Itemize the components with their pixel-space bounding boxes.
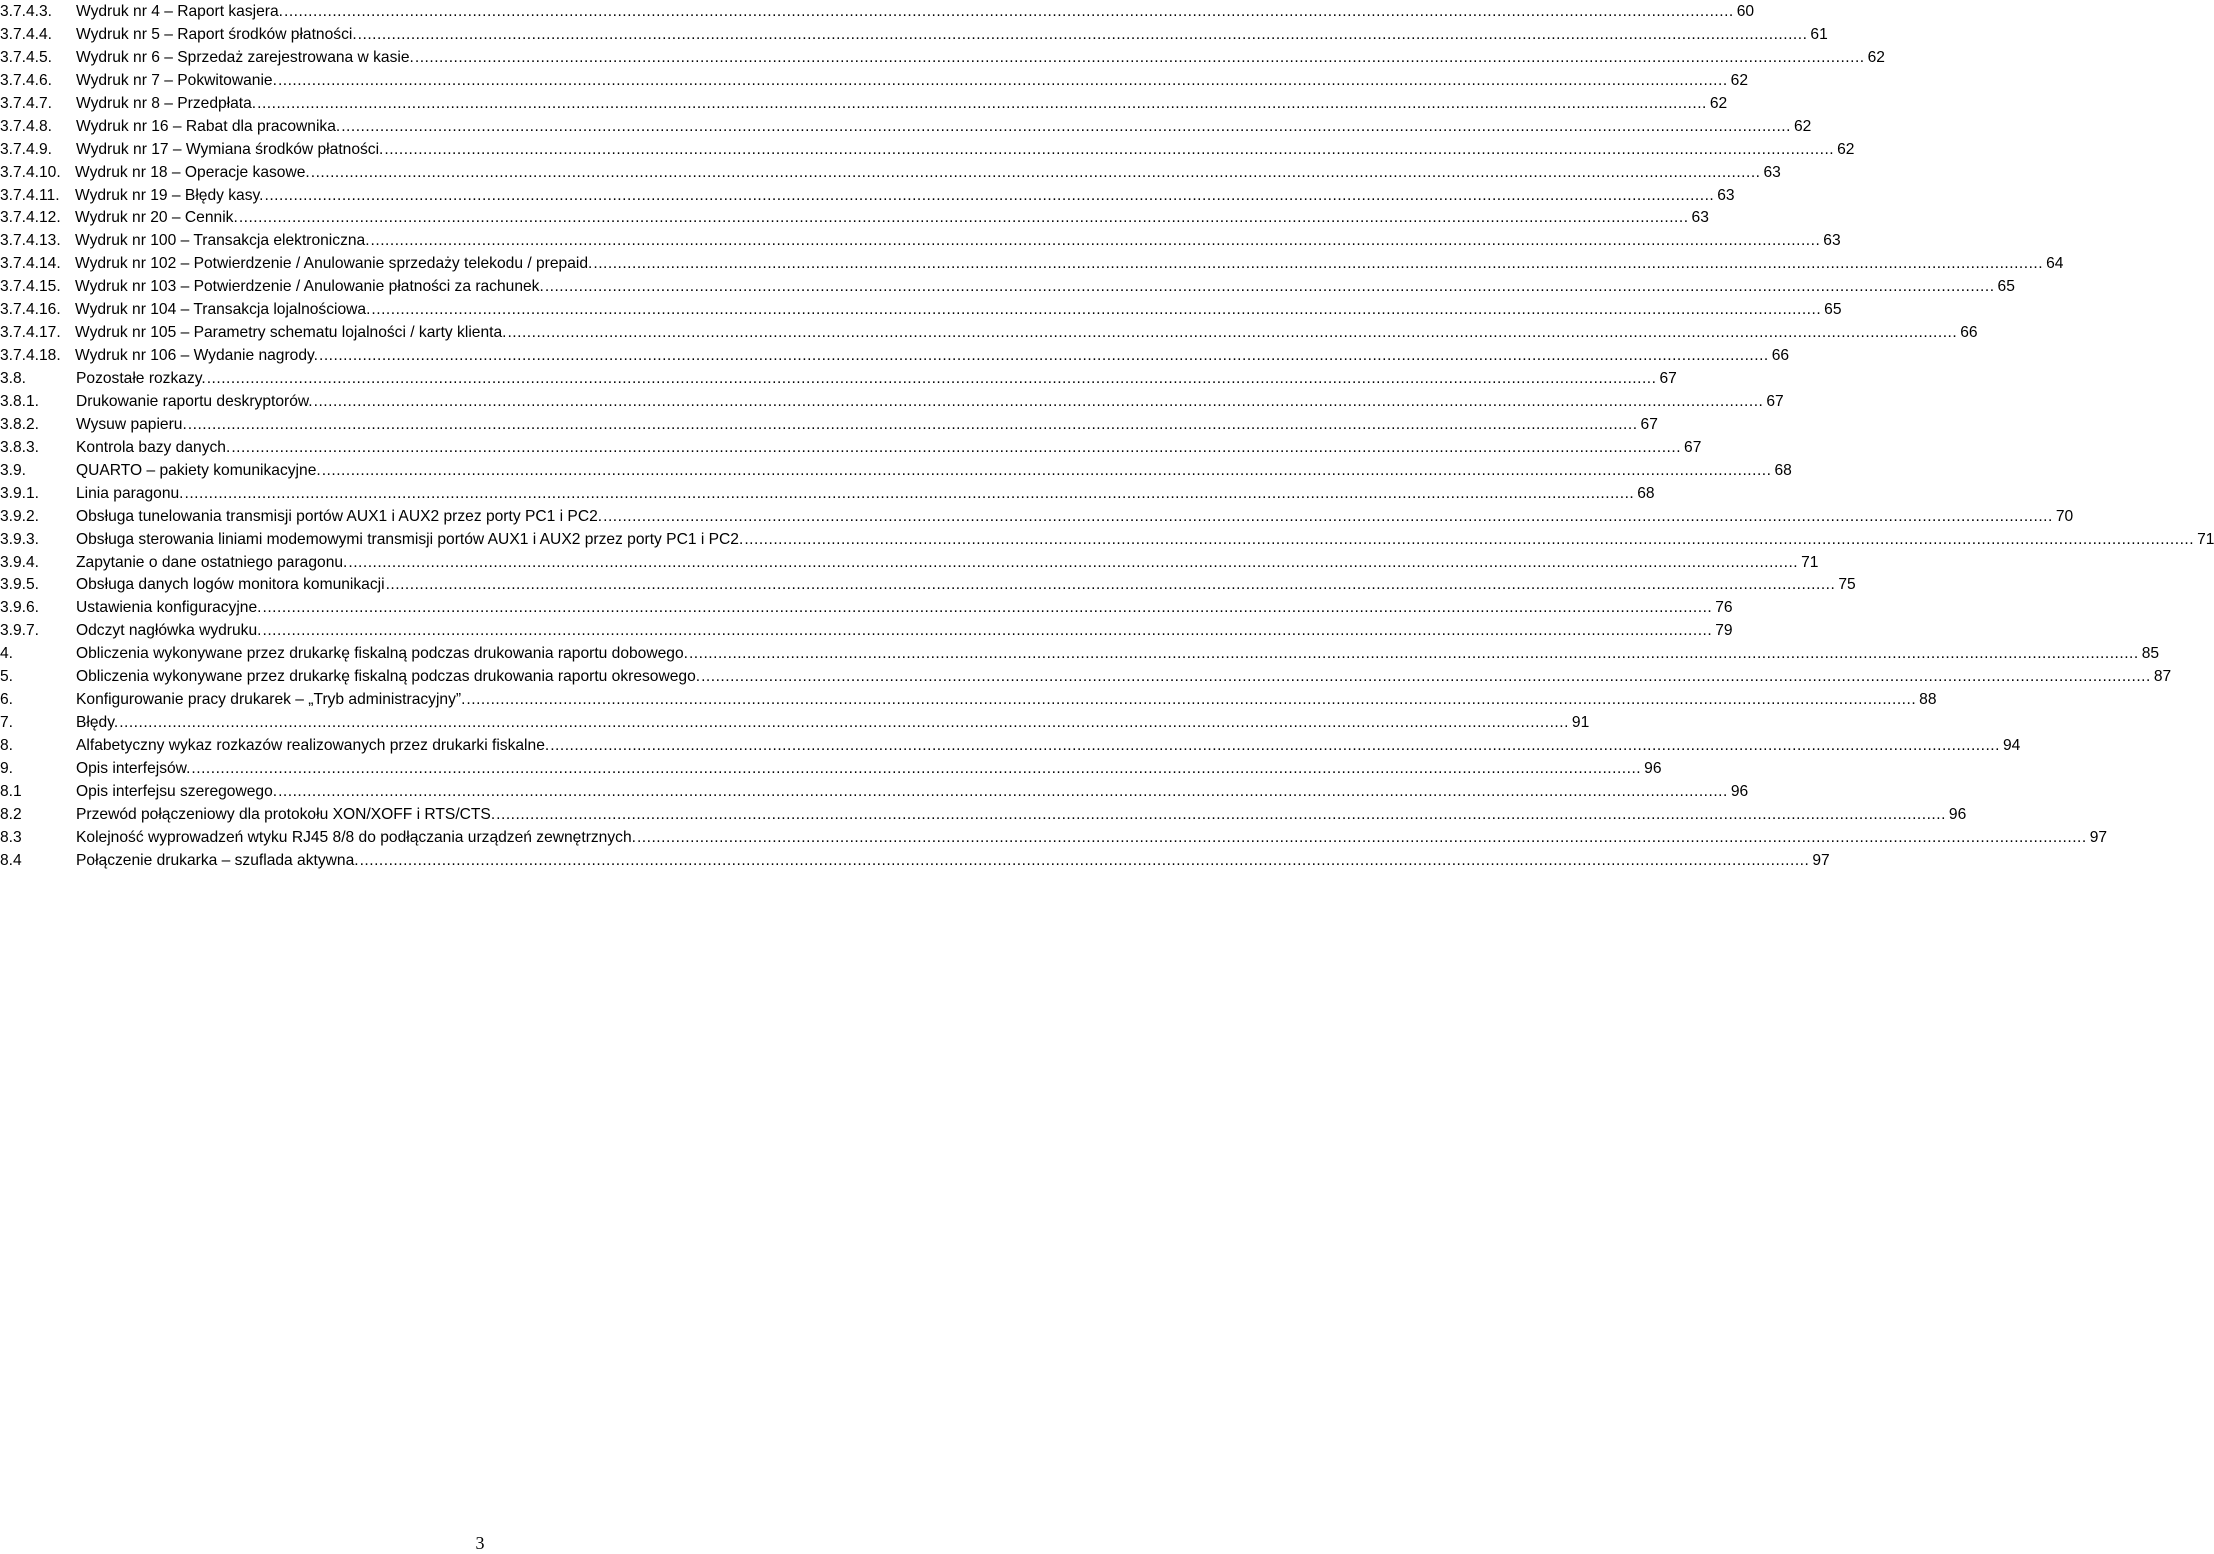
toc-entry-title-line xyxy=(76,804,1967,827)
toc-entry-title: Zapytanie o dane ostatniego paragonu. xyxy=(76,553,348,571)
toc-entry-number: 3.7.4.15. xyxy=(0,278,61,296)
toc-entry-number: 8.3 xyxy=(0,828,22,846)
toc-entry-number: 3.9.2. xyxy=(0,507,40,525)
toc-dot-leader: ............................................................................................................................................................................................................................................................................................................ xyxy=(550,737,2000,754)
toc-entry[interactable] xyxy=(0,276,2015,299)
toc-entry[interactable] xyxy=(0,804,1967,827)
toc-dot-leader: ............................................................................................................................................................................................................................................................................................................ xyxy=(321,461,1772,479)
toc-entry-title-line xyxy=(76,116,1812,139)
toc-entry-number: 6. xyxy=(0,691,14,709)
toc-entry-title: Konfigurowanie pracy drukarek – „Tryb administracyjny”. xyxy=(76,691,466,709)
toc-entry-title-line xyxy=(76,368,1677,391)
toc-dot-leader: ............................................................................................................................................................................................................................................................................................................ xyxy=(636,828,2087,846)
toc-dot-leader: ............................................................................................................................................................................................................................................................................................................ xyxy=(341,117,1791,135)
toc-entry-title: Alfabetyczny wykaz rozkazów realizowanych przez drukarki fiskalne. xyxy=(76,737,550,754)
toc-entry-title: Linia paragonu. xyxy=(76,484,184,502)
toc-entry-page: 88 xyxy=(1919,691,1937,709)
toc-entry-page: 63 xyxy=(1763,163,1781,181)
toc-dot-leader: ............................................................................................................................................................................................................................................................................................................ xyxy=(184,484,1635,502)
toc-entry-page: 94 xyxy=(2002,737,2021,754)
toc-entry-page: 60 xyxy=(1736,3,1755,20)
toc-entry-title-line xyxy=(76,529,2214,552)
toc-entry-number: 3.9.7. xyxy=(0,622,40,640)
toc-dot-leader: ............................................................................................................................................................................................................................................................................................................ xyxy=(187,415,1638,433)
toc-entry-title-line xyxy=(75,162,1781,185)
toc-entry-number: 3.7.4.5. xyxy=(0,48,53,66)
toc-entry-title-line xyxy=(75,299,1842,322)
toc-entry-title: Wydruk nr 7 – Pokwitowanie. xyxy=(76,71,277,89)
toc-entry[interactable] xyxy=(0,483,1655,506)
toc-entry-page: 75 xyxy=(1838,576,1856,594)
toc-entry-title-line xyxy=(75,185,1735,208)
toc-entry-page: 65 xyxy=(1997,278,2015,296)
toc-entry-page: 70 xyxy=(2055,507,2074,525)
toc-entry-title-line xyxy=(76,24,1828,47)
toc-entry-title: Ustawienia konfiguracyjne. xyxy=(76,599,262,617)
toc-entry-number: 4. xyxy=(0,645,14,663)
toc-entry-title: Wydruk nr 19 – Błędy kasy. xyxy=(75,186,264,204)
toc-entry-number: 7. xyxy=(0,714,14,732)
toc-entry-title: Opis interfejsu szeregowego. xyxy=(76,782,278,800)
toc-entry[interactable] xyxy=(0,827,2108,850)
toc-dot-leader: ............................................................................................................................................................................................................................................................................................................ xyxy=(593,255,2044,273)
toc-entry-title: Obsługa danych logów monitora komunikacji xyxy=(76,576,385,594)
toc-entry-number: 8.1 xyxy=(0,782,22,800)
toc-entry[interactable] xyxy=(0,414,1658,437)
toc-entry-number: 3.9.3. xyxy=(0,530,40,548)
toc-entry[interactable] xyxy=(0,460,1792,483)
toc-dot-leader: ............................................................................................................................................................................................................................................................................................................ xyxy=(310,163,1761,181)
toc-entry-number: 3.7.4.10. xyxy=(0,163,61,181)
toc-entry-number: 3.9.4. xyxy=(0,553,40,571)
toc-entry-page: 63 xyxy=(1717,186,1735,204)
toc-entry-number: 3.8.2. xyxy=(0,415,40,433)
toc-entry-title: Kontrola bazy danych. xyxy=(76,438,231,456)
toc-entry-page: 96 xyxy=(1948,805,1967,823)
toc-entry-page: 79 xyxy=(1715,622,1733,640)
toc-entry-title-line xyxy=(76,689,1937,712)
toc-entry-number: 8.4 xyxy=(0,851,22,869)
toc-entry-page: 62 xyxy=(1730,71,1749,89)
toc-entry-title: Wydruk nr 8 – Przedpłata. xyxy=(76,94,257,112)
toc-entry[interactable] xyxy=(0,345,1790,368)
toc-entry[interactable] xyxy=(0,253,2064,276)
toc-entry-title-line xyxy=(76,460,1792,483)
toc-entry-title: Obliczenia wykonywane przez drukarkę fiskalną podczas drukowania raportu okresowego. xyxy=(76,668,701,686)
toc-entry-title-line xyxy=(76,437,1702,460)
toc-dot-leader: ............................................................................................................................................................................................................................................................................................................ xyxy=(744,530,2195,548)
toc-entry[interactable] xyxy=(0,116,1812,139)
toc-entry-title-line xyxy=(76,552,1819,575)
toc-entry[interactable] xyxy=(0,47,1885,70)
toc-entry[interactable] xyxy=(0,574,1856,597)
toc-entry-title-line xyxy=(75,345,1790,368)
toc-dot-leader: ............................................................................................................................................................................................................................................................................................................ xyxy=(603,507,2053,525)
toc-dot-leader: ............................................................................................................................................................................................................................................................................................................ xyxy=(384,140,1835,158)
toc-entry[interactable] xyxy=(0,24,1828,47)
toc-entry-title-line xyxy=(76,1,1755,24)
toc-entry[interactable] xyxy=(0,552,1819,575)
toc-entry-page: 76 xyxy=(1715,599,1733,617)
toc-entry[interactable] xyxy=(0,597,1733,620)
toc-entry-page: 68 xyxy=(1774,461,1792,479)
toc-entry[interactable] xyxy=(0,620,1733,643)
toc-entry[interactable] xyxy=(0,735,2021,758)
toc-entry-page: 91 xyxy=(1571,714,1590,732)
toc-entry-number: 3.7.4.8. xyxy=(0,117,53,135)
toc-entry-number: 3.8. xyxy=(0,370,27,387)
toc-dot-leader: ............................................................................................................................................................................................................................................................................................................ xyxy=(262,599,1713,617)
toc-entry-title: Połączenie drukarka – szuflada aktywna. xyxy=(76,851,359,869)
toc-entry-page: 97 xyxy=(1812,851,1830,869)
toc-entry-title: Wydruk nr 100 – Transakcja elektroniczna. xyxy=(75,232,370,250)
toc-entry-page: 96 xyxy=(1730,782,1749,800)
toc-entry-page: 68 xyxy=(1637,484,1655,502)
toc-entry-title-line xyxy=(76,620,1733,643)
toc-entry-page: 64 xyxy=(2046,255,2064,273)
toc-dot-leader: ............................................................................................................................................................................................................................................................................................................ xyxy=(357,25,1808,43)
toc-entry[interactable] xyxy=(0,299,1842,322)
toc-entry-title-line xyxy=(76,712,1590,735)
toc-entry-title-line xyxy=(76,574,1856,597)
toc-entry-number: 3.7.4.4. xyxy=(0,25,53,43)
toc-entry-title-line xyxy=(76,827,2108,850)
toc-entry-title-line xyxy=(75,253,2064,276)
toc-entry-number: 3.7.4.11. xyxy=(0,186,60,204)
toc-dot-leader: ............................................................................................................................................................................................................................................................................................................ xyxy=(262,622,1713,640)
toc-entry-page: 67 xyxy=(1766,392,1784,410)
toc-entry-number: 3.7.4.13. xyxy=(0,232,61,250)
toc-dot-leader: ............................................................................................................................................................................................................................................................................................................ xyxy=(319,347,1769,365)
toc-entry[interactable] xyxy=(0,322,1978,345)
toc-entry-number: 3.7.4.17. xyxy=(0,324,61,342)
toc-entry-title-line xyxy=(76,414,1658,437)
toc-entry[interactable] xyxy=(0,391,1784,414)
toc-entry-page: 97 xyxy=(2089,828,2108,846)
toc-entry-page: 62 xyxy=(1793,117,1812,135)
toc-dot-leader: ............................................................................................................................................................................................................................................................................................................ xyxy=(507,324,1958,342)
toc-entry-title-line xyxy=(76,93,1728,116)
toc-entry-number: 3.8.3. xyxy=(0,438,40,456)
page-number: 3 xyxy=(475,1533,485,1553)
toc-entry-title: Przewód połączeniowy dla protokołu XON/XOFF i RTS/CTS. xyxy=(76,805,496,823)
toc-entry-title-line xyxy=(76,597,1733,620)
toc-entry-number: 8. xyxy=(0,737,14,754)
toc-entry-title-line xyxy=(76,47,1885,70)
toc-entry-page: 63 xyxy=(1823,232,1841,250)
toc-entry-title: Wydruk nr 5 – Raport środków płatności. xyxy=(76,25,357,43)
toc-entry-title: Wysuw papieru. xyxy=(76,415,187,433)
toc-entry[interactable] xyxy=(0,529,2214,552)
toc-entry-title: Wydruk nr 104 – Transakcja lojalnościowa. xyxy=(75,301,371,319)
toc-dot-leader: ............................................................................................................................................................................................................................................................................................................ xyxy=(414,48,1865,66)
toc-entry-number: 3.7.4.9. xyxy=(0,140,53,158)
toc-entry-page: 71 xyxy=(2197,530,2214,548)
toc-dot-leader: ............................................................................................................................................................................................................................................................................................................ xyxy=(348,553,1799,571)
toc-entry[interactable] xyxy=(0,207,1709,230)
toc-entry-title-line xyxy=(76,850,1830,873)
toc-entry-title-line xyxy=(76,781,1749,804)
toc-entry-title-line xyxy=(76,643,2160,666)
toc-entry-number: 8.2 xyxy=(0,805,22,823)
toc-dot-leader: ............................................................................................................................................................................................................................................................................................................ xyxy=(277,71,1728,89)
toc-entry[interactable] xyxy=(0,185,1735,208)
toc-entry-title-line xyxy=(76,70,1749,93)
toc-dot-leader: ............................................................................................................................................................................................................................................................................................................ xyxy=(238,209,1689,227)
toc-entry-page: 66 xyxy=(1771,347,1790,365)
toc-dot-leader: ............................................................................................................................................................................................................................................................................................................ xyxy=(284,3,1734,20)
toc-entry-number: 3.8.1. xyxy=(0,392,40,410)
toc-entry-number: 3.7.4.12. xyxy=(0,209,61,227)
toc-entry-title: Wydruk nr 20 – Cennik. xyxy=(75,209,238,227)
toc-entry-title: Wydruk nr 4 – Raport kasjera. xyxy=(76,3,283,20)
toc-entry-number: 3.9.1. xyxy=(0,484,40,502)
toc-dot-leader: ............................................................................................................................................................................................................................................................................................................ xyxy=(264,186,1715,204)
toc-entry-page: 85 xyxy=(2141,645,2160,663)
toc-entry-title: Obsługa tunelowania transmisji portów AUX1 i AUX2 przez porty PC1 i PC2. xyxy=(76,507,603,525)
toc-entry[interactable] xyxy=(0,506,2074,529)
toc-entry-number: 3.7.4.7. xyxy=(0,94,53,112)
toc-entry-page: 67 xyxy=(1659,370,1677,387)
toc-entry-page: 96 xyxy=(1644,759,1662,777)
toc-entry-title: Obsługa sterowania liniami modemowymi transmisji portów AUX1 i AUX2 przez porty PC1 i PC2. xyxy=(76,530,744,548)
toc-entry[interactable] xyxy=(0,93,1728,116)
toc-entry[interactable] xyxy=(0,437,1702,460)
toc-entry-page: 67 xyxy=(1684,438,1702,456)
toc-entry-title: QUARTO – pakiety komunikacyjne. xyxy=(76,461,321,479)
toc-entry-number: 3.9.6. xyxy=(0,599,40,617)
toc-entry-title: Błędy. xyxy=(76,714,119,732)
toc-entry[interactable] xyxy=(0,368,1677,391)
toc-entry-title: Wydruk nr 102 – Potwierdzenie / Anulowanie sprzedaży telekodu / prepaid. xyxy=(75,255,593,273)
toc-entry[interactable] xyxy=(0,162,1781,185)
toc-entry[interactable] xyxy=(0,643,2160,666)
toc-entry-page: 62 xyxy=(1709,94,1728,112)
toc-entry[interactable] xyxy=(0,781,1749,804)
toc-entry[interactable] xyxy=(0,1,1755,24)
toc-entry-number: 3.7.4.3. xyxy=(0,3,53,20)
toc-dot-leader: ............................................................................................................................................................................................................................................................................................................ xyxy=(370,232,1821,250)
toc-dot-leader: ............................................................................................................................................................................................................................................................................................................ xyxy=(371,301,1822,319)
toc-entry[interactable] xyxy=(0,139,1855,162)
toc-entry[interactable] xyxy=(0,230,1841,253)
toc-dot-leader: ............................................................................................................................................................................................................................................................................................................ xyxy=(191,759,1642,777)
toc-entry-title: Wydruk nr 16 – Rabat dla pracownika. xyxy=(76,117,341,135)
toc-entry-page: 65 xyxy=(1824,301,1842,319)
toc-entry-title: Kolejność wyprowadzeń wtyku RJ45 8/8 do podłączania urządzeń zewnętrznych. xyxy=(76,828,636,846)
table-of-contents xyxy=(0,1,2214,873)
toc-entry-number: 3.7.4.14. xyxy=(0,255,61,273)
toc-entry-page: 67 xyxy=(1640,415,1658,433)
toc-entry-title-line xyxy=(75,207,1709,230)
toc-entry-page: 66 xyxy=(1960,324,1978,342)
toc-dot-leader: ............................................................................................................................................................................................................................................................................................................ xyxy=(385,576,1836,594)
toc-entry-number: 5. xyxy=(0,668,14,686)
toc-dot-leader: ............................................................................................................................................................................................................................................................................................................ xyxy=(466,691,1917,709)
toc-entry[interactable] xyxy=(0,850,1830,873)
toc-entry-title: Pozostałe rozkazy. xyxy=(76,370,206,387)
toc-entry-title: Wydruk nr 6 – Sprzedaż zarejestrowana w kasie. xyxy=(76,48,414,66)
toc-entry-page: 62 xyxy=(1837,140,1855,158)
toc-dot-leader: ............................................................................................................................................................................................................................................................................................................ xyxy=(257,94,1707,112)
toc-entry-title-line xyxy=(76,139,1855,162)
toc-entry-number: 3.7.4.18. xyxy=(0,347,61,365)
toc-entry-title: Drukowanie raportu deskryptorów. xyxy=(76,392,313,410)
toc-entry-title-line xyxy=(76,506,2074,529)
toc-entry-title: Wydruk nr 18 – Operacje kasowe. xyxy=(75,163,310,181)
toc-entry-title-line xyxy=(76,735,2021,758)
toc-entry-page: 61 xyxy=(1810,25,1828,43)
toc-dot-leader: ............................................................................................................................................................................................................................................................................................................ xyxy=(278,782,1728,800)
toc-dot-leader: ............................................................................................................................................................................................................................................................................................................ xyxy=(119,714,1569,732)
toc-entry-title: Obliczenia wykonywane przez drukarkę fiskalną podczas drukowania raportu dobowego. xyxy=(76,645,688,663)
toc-entry[interactable] xyxy=(0,712,1590,735)
toc-entry-number: 3.7.4.16. xyxy=(0,301,61,319)
toc-entry-page: 63 xyxy=(1691,209,1709,227)
toc-entry-title: Odczyt nagłówka wydruku. xyxy=(76,622,262,640)
toc-entry-title-line xyxy=(75,230,1841,253)
toc-entry-page: 62 xyxy=(1867,48,1885,66)
toc-dot-leader: ............................................................................................................................................................................................................................................................................................................ xyxy=(359,851,1810,869)
toc-entry-title-line xyxy=(75,322,1978,345)
toc-dot-leader: ............................................................................................................................................................................................................................................................................................................ xyxy=(544,278,1995,296)
toc-dot-leader: ............................................................................................................................................................................................................................................................................................................ xyxy=(206,370,1657,387)
toc-dot-leader: ............................................................................................................................................................................................................................................................................................................ xyxy=(701,668,2151,686)
toc-dot-leader: ............................................................................................................................................................................................................................................................................................................ xyxy=(313,392,1764,410)
toc-entry-title: Wydruk nr 103 – Potwierdzenie / Anulowanie płatności za rachunek. xyxy=(75,278,544,296)
toc-dot-leader: ............................................................................................................................................................................................................................................................................................................ xyxy=(496,805,1946,823)
toc-entry-title-line xyxy=(76,483,1655,506)
toc-entry-title: Wydruk nr 17 – Wymiana środków płatności. xyxy=(76,140,384,158)
toc-entry-title-line xyxy=(75,276,2015,299)
toc-entry[interactable] xyxy=(0,70,1749,93)
toc-entry[interactable] xyxy=(0,758,1662,781)
toc-entry-page: 87 xyxy=(2153,668,2172,686)
toc-entry-number: 3.7.4.6. xyxy=(0,71,53,89)
toc-entry[interactable] xyxy=(0,689,1937,712)
toc-entry-title: Wydruk nr 105 – Parametry schematu lojalności / karty klienta. xyxy=(75,324,507,342)
toc-entry-title: Opis interfejsów. xyxy=(76,759,191,777)
toc-entry-number: 3.9. xyxy=(0,461,27,479)
toc-entry-page: 71 xyxy=(1801,553,1819,571)
toc-entry[interactable] xyxy=(0,666,2172,689)
toc-entry-title-line xyxy=(76,758,1662,781)
toc-dot-leader: ............................................................................................................................................................................................................................................................................................................ xyxy=(231,438,1682,456)
toc-entry-title-line xyxy=(76,391,1784,414)
toc-entry-number: 9. xyxy=(0,759,14,777)
toc-entry-title: Wydruk nr 106 – Wydanie nagrody. xyxy=(75,347,318,365)
toc-entry-number: 3.9.5. xyxy=(0,576,40,594)
toc-entry-title-line xyxy=(76,666,2172,689)
toc-dot-leader: ............................................................................................................................................................................................................................................................................................................ xyxy=(688,645,2139,663)
